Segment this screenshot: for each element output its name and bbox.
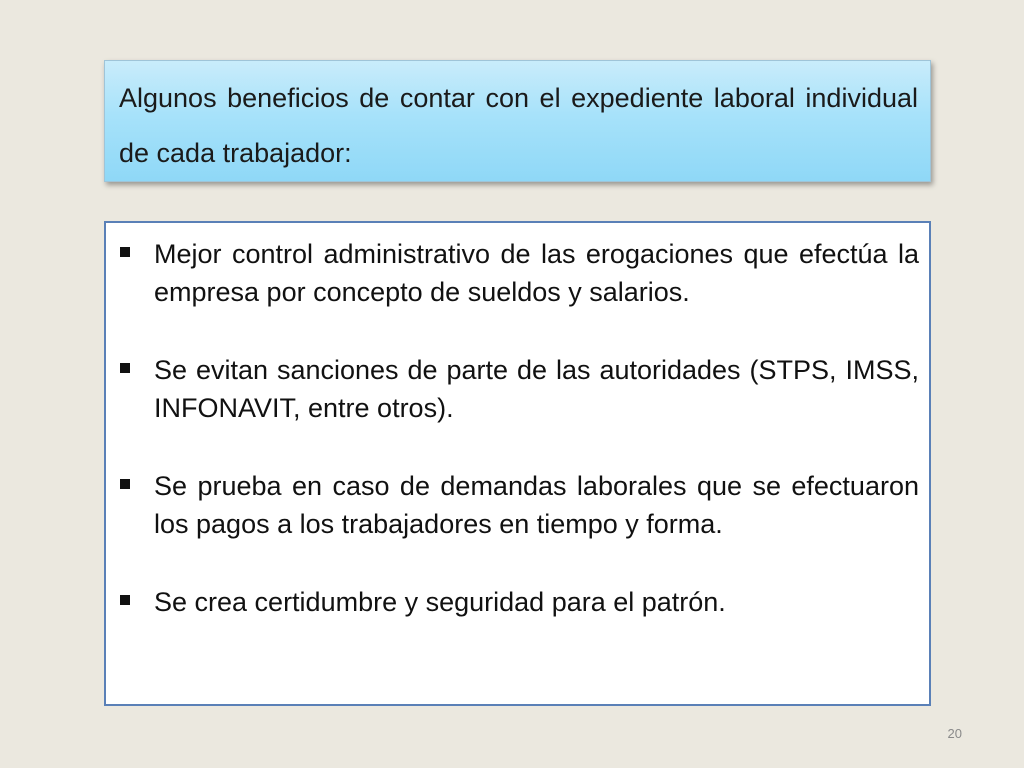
list-item bbox=[120, 467, 919, 543]
square-bullet-icon bbox=[120, 479, 130, 489]
slide-title: Algunos beneficios de contar con el expediente laboral individual de cada trabajador: bbox=[119, 83, 918, 168]
list-item bbox=[120, 351, 919, 427]
bullet-text: Se prueba en caso de demandas laborales que se efectuaron los pagos a los trabajadores en tiempo y forma. bbox=[154, 471, 919, 539]
list-item bbox=[120, 583, 919, 621]
bullet-text: Se evitan sanciones de parte de las autoridades (STPS, IMSS, INFONAVIT, entre otros). bbox=[154, 355, 919, 423]
bullet-text: Se crea certidumbre y seguridad para el patrón. bbox=[154, 587, 726, 617]
square-bullet-icon bbox=[120, 363, 130, 373]
bullet-list bbox=[120, 235, 919, 621]
list-item bbox=[120, 235, 919, 311]
page-number: 20 bbox=[947, 726, 962, 741]
square-bullet-icon bbox=[120, 247, 130, 257]
content-box bbox=[104, 221, 931, 706]
title-box bbox=[104, 60, 931, 182]
square-bullet-icon bbox=[120, 595, 130, 605]
bullet-text: Mejor control administrativo de las erogaciones que efectúa la empresa por concepto de sueldos y salarios. bbox=[154, 239, 919, 307]
